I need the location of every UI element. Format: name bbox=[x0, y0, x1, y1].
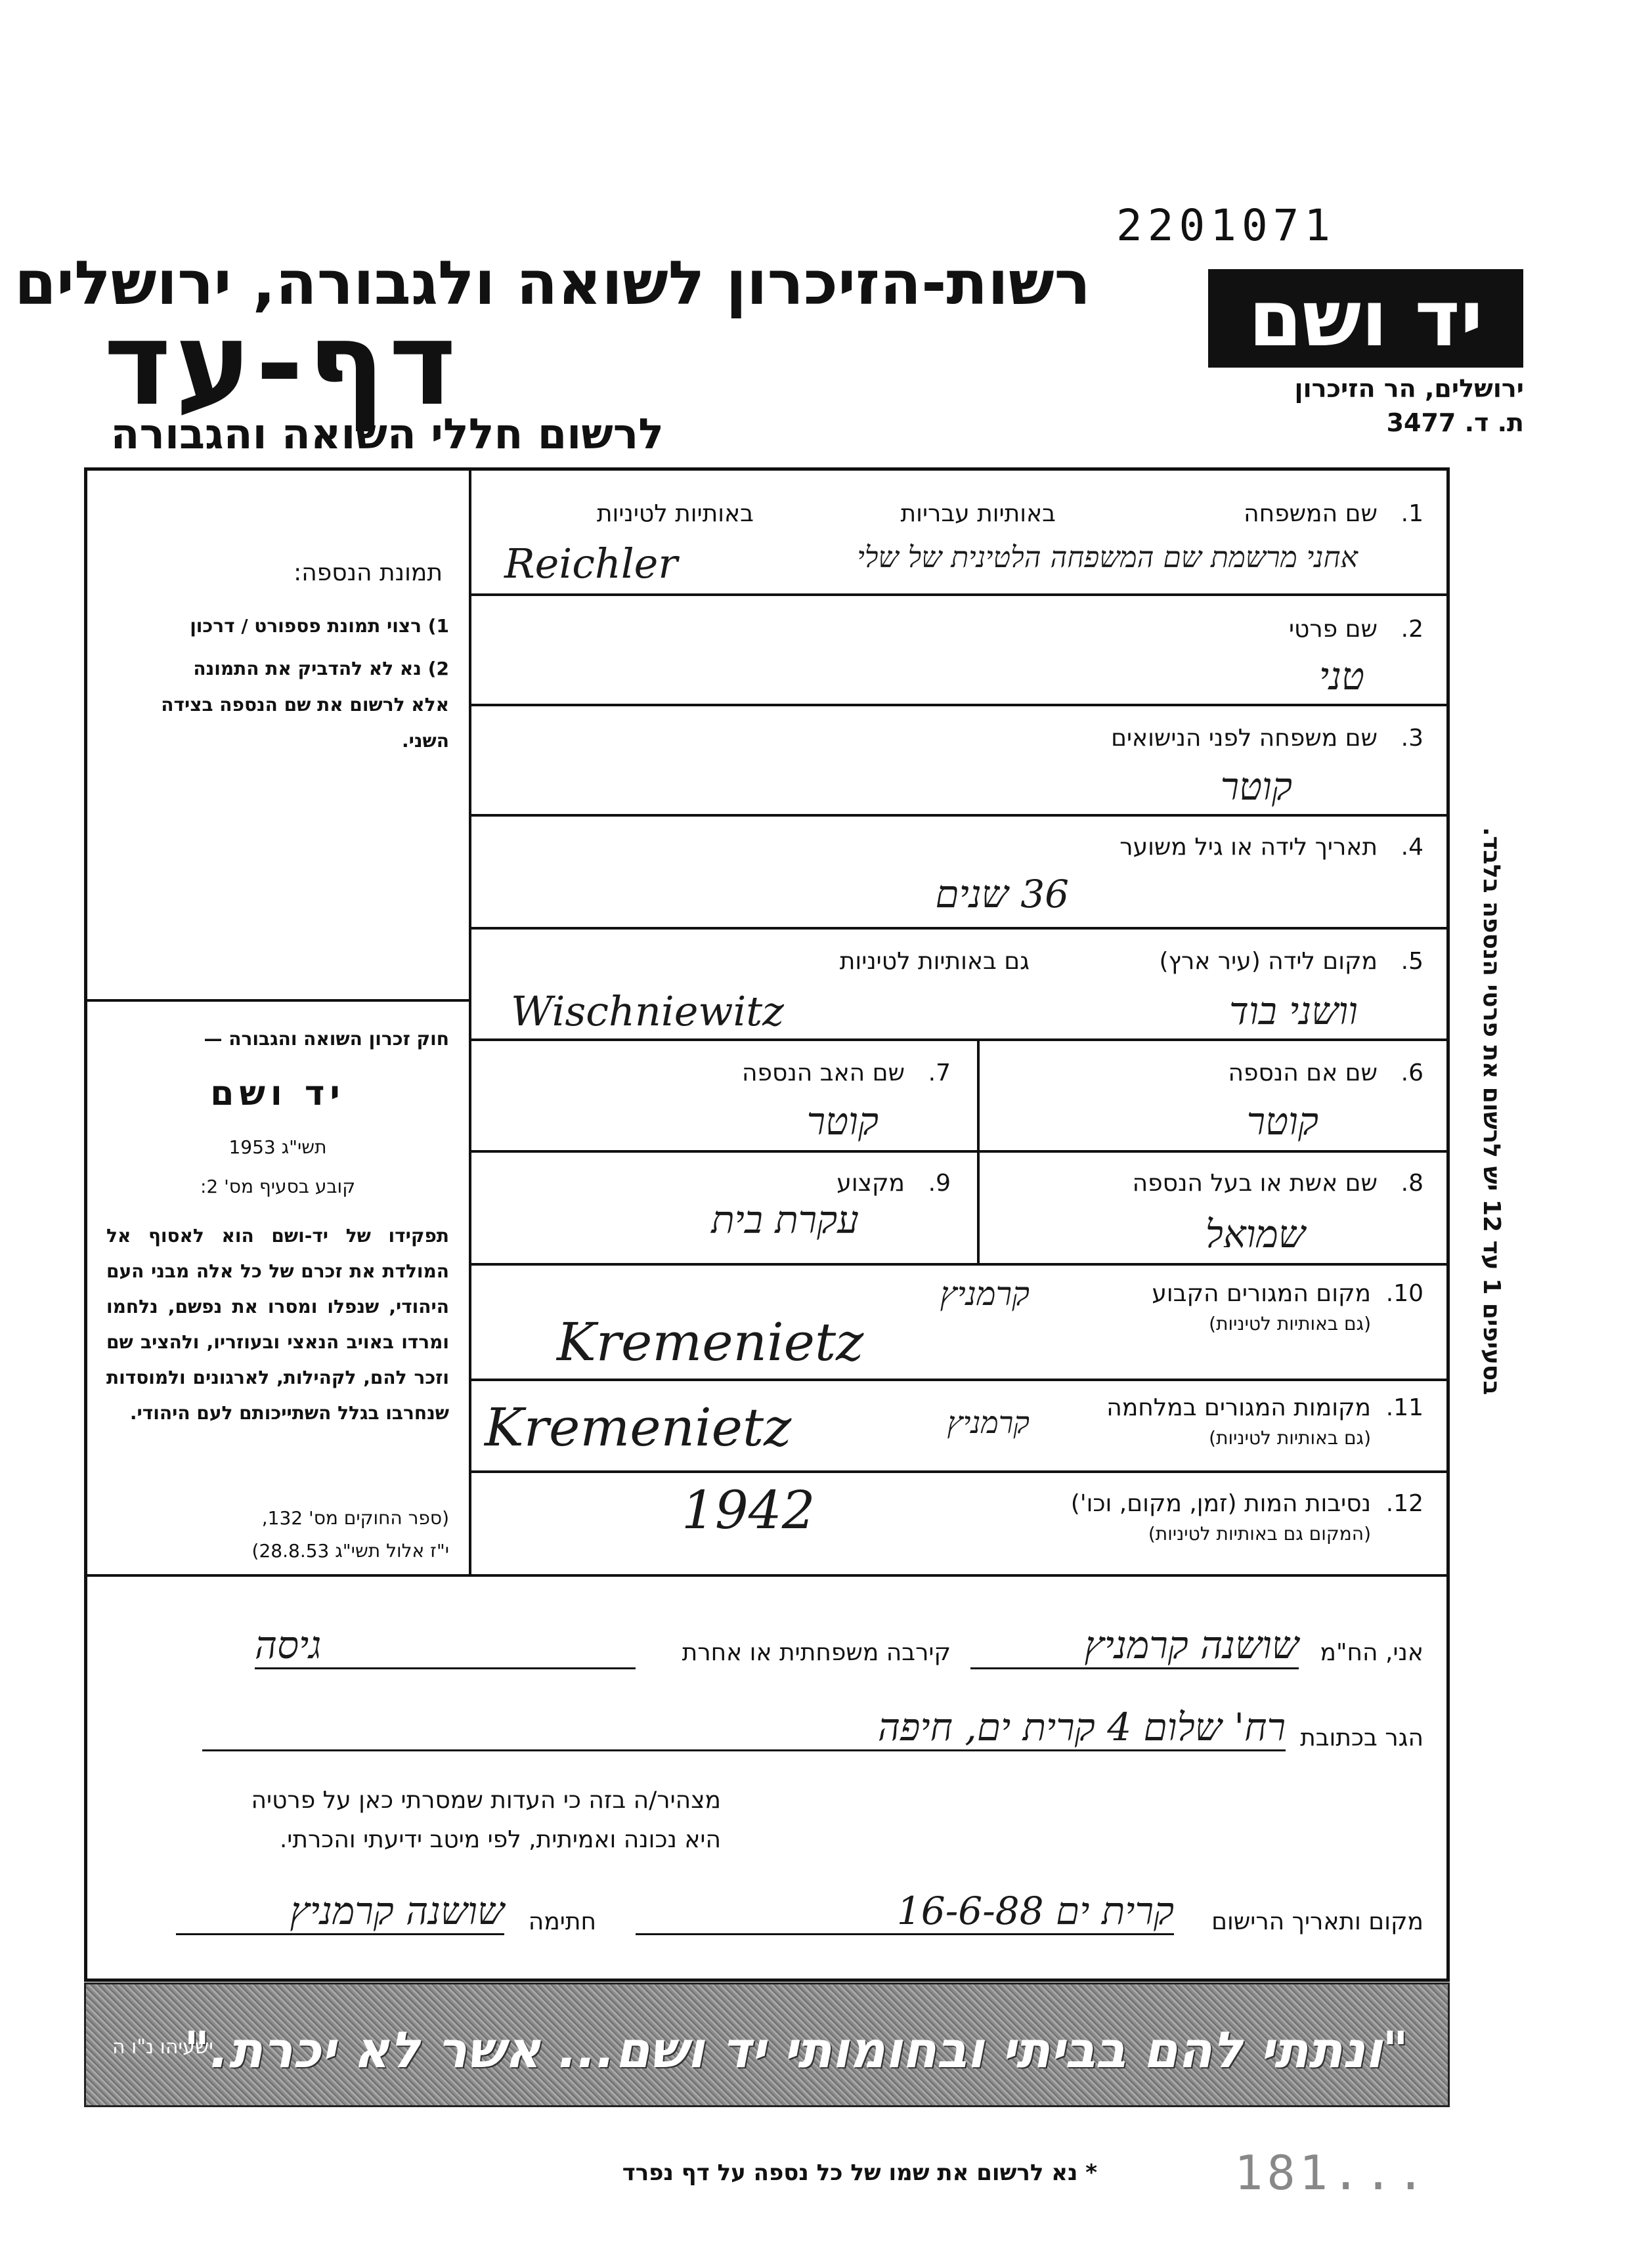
declarant-address[interactable]: רח' שלום 4 קרית ים, חיפה bbox=[202, 1705, 1286, 1751]
banner-citation: ישעיהו נ"ו ה bbox=[112, 2036, 213, 2059]
field-5-value-latin[interactable]: Wischniewitz bbox=[511, 987, 784, 1035]
field-9-label: מקצוע bbox=[836, 1170, 905, 1197]
field-5-value-hebrew[interactable]: וושני בוד bbox=[1229, 989, 1358, 1033]
field-11-value-latin[interactable]: Kremenietz bbox=[485, 1397, 792, 1458]
field-3-value[interactable]: קוטר bbox=[1220, 764, 1292, 809]
law-heading: חוק זכרון השואה והגבורה — bbox=[204, 1028, 449, 1050]
field-row-1 bbox=[471, 467, 1450, 596]
field-7-value[interactable]: קוטר bbox=[806, 1099, 879, 1144]
law-date: י"ז אלול תשי"ג 28.8.53) bbox=[251, 1540, 449, 1562]
field-10-value-hebrew[interactable]: קרמניץ bbox=[940, 1275, 1030, 1313]
field-10-number: 10. bbox=[1385, 1280, 1423, 1307]
declaration-prefix: אני, הח"מ bbox=[1320, 1639, 1423, 1666]
field-1-hebrew-header: באותיות עבריות bbox=[900, 500, 1056, 527]
declarant-name[interactable]: שושנה קרמניץ bbox=[970, 1623, 1299, 1669]
law-year: תשי"ג 1953 bbox=[228, 1136, 327, 1158]
field-12-sub: (המקום גם באותיות לטיניות) bbox=[1148, 1523, 1371, 1545]
field-11-number: 11. bbox=[1385, 1394, 1423, 1421]
field-row-2 bbox=[471, 596, 1450, 706]
authority-title: רשות-הזיכרון לשואה ולגבורה, ירושלים bbox=[14, 248, 1091, 318]
yad-vashem-logo: יד ושם bbox=[1208, 269, 1523, 368]
field-row-11 bbox=[471, 1381, 1450, 1473]
field-4-number: 4. bbox=[1401, 834, 1423, 861]
field-1-value-hebrew[interactable]: אחני מרשמת שם המשפחה הלטינית של שלי bbox=[857, 541, 1358, 574]
field-8-number: 8. bbox=[1401, 1170, 1423, 1197]
form-serial-number: 2201071 bbox=[1116, 200, 1336, 251]
field-6-value[interactable]: קוטר bbox=[1246, 1099, 1318, 1144]
field-10-value-latin[interactable]: Kremenietz bbox=[557, 1312, 864, 1373]
field-row-3 bbox=[471, 706, 1450, 817]
declaration-section bbox=[84, 1577, 1450, 1982]
field-row-8-9 bbox=[471, 1153, 1450, 1266]
relation-value[interactable]: גיסה bbox=[255, 1623, 636, 1669]
field-5-label: מקום לידה (עיר ארץ) bbox=[1159, 948, 1378, 975]
field-9-value[interactable]: עקרת בית bbox=[711, 1197, 859, 1242]
column-divider bbox=[977, 1153, 980, 1266]
address-line-1: ירושלים, הר הזיכרון bbox=[1294, 374, 1524, 403]
field-4-label: תאריך לידה או גיל משוער bbox=[1119, 834, 1378, 861]
address-label: הגר בכתובת bbox=[1300, 1724, 1423, 1751]
field-4-value[interactable]: 36 שנים bbox=[935, 872, 1069, 916]
statement-line-1: מצהיר/ה בזה כי העדות שמסרתי כאן על פרטיה bbox=[251, 1787, 721, 1814]
photo-note-1: 1) רצוי תמונת פספורט / דרכון bbox=[190, 615, 449, 637]
column-divider bbox=[977, 1041, 980, 1153]
page-stamp-number: 181... bbox=[1234, 2145, 1429, 2200]
field-12-value[interactable]: 1942 bbox=[682, 1480, 815, 1541]
field-11-value-hebrew[interactable]: קרמניץ bbox=[947, 1405, 1030, 1440]
field-10-label: מקום המגורים הקבוע bbox=[1152, 1280, 1371, 1307]
field-6-label: שם אם הנספה bbox=[1228, 1059, 1378, 1086]
field-7-number: 7. bbox=[928, 1059, 951, 1086]
law-box bbox=[84, 999, 471, 1577]
field-8-value[interactable]: שמואל bbox=[1205, 1212, 1305, 1256]
statement-line-2: היא נכונה ואמיתית, לפי מיטב ידיעתי והכרתי. bbox=[279, 1826, 721, 1853]
photo-note-2b: אלא לרשום את שם הנספה בצידה bbox=[161, 694, 449, 716]
field-1-number: 1. bbox=[1401, 500, 1423, 527]
form-title: דף-עד bbox=[103, 298, 460, 431]
address-line-2: ת. ד. 3477 bbox=[1386, 408, 1524, 437]
law-name: יד ושם bbox=[210, 1074, 345, 1113]
photo-box bbox=[84, 467, 471, 999]
field-row-10 bbox=[471, 1266, 1450, 1381]
field-row-4 bbox=[471, 817, 1450, 930]
field-9-number: 9. bbox=[928, 1170, 951, 1197]
field-5-number: 5. bbox=[1401, 948, 1423, 975]
field-7-label: שם האב הנספה bbox=[742, 1059, 905, 1086]
field-1-latin-header: באותיות לטיניות bbox=[596, 500, 754, 527]
field-3-label: שם משפחה לפני הנישואים bbox=[1111, 725, 1378, 752]
field-3-number: 3. bbox=[1401, 725, 1423, 752]
field-row-6-7 bbox=[471, 1041, 1450, 1153]
field-11-label: מקומות המגורים במלחמה bbox=[1106, 1394, 1371, 1421]
law-source: (ספר החוקים מס' 132, bbox=[261, 1507, 449, 1529]
field-2-label: שם פרטי bbox=[1288, 616, 1378, 643]
relation-label: קירבה משפחתית או אחרת bbox=[682, 1639, 951, 1666]
field-1-value-latin[interactable]: Reichler bbox=[504, 540, 678, 588]
signature-label: חתימה bbox=[528, 1908, 596, 1935]
field-10-sub: (גם באותיות לטיניות) bbox=[1209, 1313, 1371, 1335]
law-clause: קובע בסעיף מס' 2: bbox=[200, 1176, 356, 1197]
footnote: * נא לרשום את שמו של כל נספה על דף נפרד bbox=[622, 2160, 1097, 2186]
field-5-latin-header: גם באותיות לטיניות bbox=[839, 948, 1030, 975]
field-2-number: 2. bbox=[1401, 616, 1423, 643]
quote-banner bbox=[84, 1982, 1450, 2107]
field-12-label: נסיבות המות (זמן, מקום, וכו') bbox=[1070, 1490, 1371, 1517]
form-subtitle: לרשום חללי השואה והגבורה bbox=[110, 410, 664, 459]
signature-value[interactable]: שושנה קרמניץ bbox=[176, 1889, 504, 1935]
photo-note-2c: השני. bbox=[401, 730, 449, 752]
field-row-5 bbox=[471, 930, 1450, 1041]
side-instruction-text: בסעיפים 1 עד 12 יש לרשום את פרטי הנספה בלבד. bbox=[1478, 827, 1505, 1396]
field-row-12 bbox=[471, 1473, 1450, 1577]
field-6-number: 6. bbox=[1401, 1059, 1423, 1086]
law-text: תפקידו של יד-ושם הוא לאסוף אל המולדת את זכרם של כל אלה מבני העם היהודי, שנפלו ומסרו את נפשם, נלחמו ומרדו באויב הנאצי ובעוזריו, ולהציב שם וזכר להם, לקהילות, לארגונים ולמוסדות שנחרבו בגלל השתייכותם לעם היהודי. bbox=[106, 1225, 449, 1424]
photo-note-2a: 2) נא לא להדביק את התמונה bbox=[193, 658, 449, 679]
field-8-label: שם אשת או בעל הנספה bbox=[1132, 1170, 1378, 1197]
place-date-label: מקום ותאריך הרישום bbox=[1211, 1908, 1423, 1935]
banner-quote: "ונתתי להם בביתי ובחומותי יד ושם... אשר לא יכרת." bbox=[183, 2021, 1408, 2079]
side-instruction bbox=[1466, 827, 1518, 1484]
field-1-label: שם המשפחה bbox=[1244, 500, 1378, 527]
field-2-value[interactable]: טני bbox=[1318, 654, 1364, 698]
field-12-number: 12. bbox=[1385, 1490, 1423, 1517]
field-11-sub: (גם באותיות לטיניות) bbox=[1209, 1427, 1371, 1449]
photo-box-title: תמונת הנספה: bbox=[293, 559, 443, 586]
place-date-value[interactable]: קרית ים 16-6-88 bbox=[636, 1889, 1174, 1935]
